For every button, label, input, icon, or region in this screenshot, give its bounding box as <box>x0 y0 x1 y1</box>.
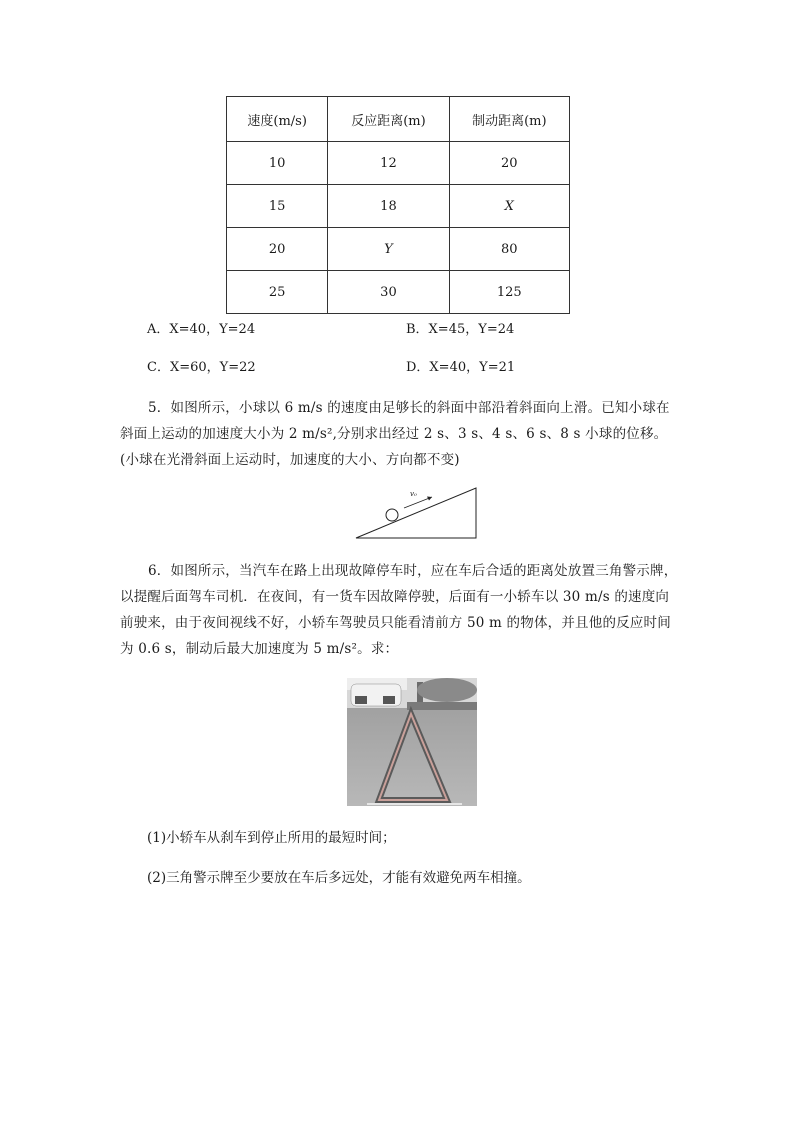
table-header-row <box>227 97 570 142</box>
table-row <box>227 228 570 271</box>
table-row <box>227 185 570 228</box>
table-header: 反应距离(m) <box>328 97 449 142</box>
velocity-label: v₀ <box>410 490 417 498</box>
table-cell: 25 <box>227 271 328 314</box>
table-cell: 20 <box>227 228 328 271</box>
option-d[interactable]: D．X=40，Y=21 <box>406 360 516 375</box>
table-cell: X <box>449 185 569 228</box>
incline-figure <box>354 486 480 542</box>
photo-image <box>347 678 477 806</box>
table-cell: 80 <box>449 228 569 271</box>
option-c[interactable]: C．X=60，Y=22 <box>147 360 256 375</box>
option-a[interactable]: A．X=40，Y=24 <box>147 322 256 337</box>
table-cell: 15 <box>227 185 328 228</box>
table-cell: 18 <box>328 185 449 228</box>
table-row <box>227 142 570 185</box>
table-row <box>227 271 570 314</box>
table-cell: 30 <box>328 271 449 314</box>
table-header: 制动距离(m) <box>449 97 569 142</box>
warning-triangle-photo <box>347 678 477 806</box>
question-6-text: 6．如图所示，当汽车在路上出现故障停车时，应在车后合适的距离处放置三角警示牌，以提醒后面驾车司机．在夜间，有一货车因故障停驶，后面有一小轿车以 30 m/s 的速度向前驶来，由于夜间视线不好，小轿车驾驶员只能看清前方 50 m 的物体，并且他的反应时间为 0.6 s，制动后最大加速度为 5 m/s²。求： <box>120 563 678 657</box>
question-5-text: 5．如图所示，小球以 6 m/s 的速度由足够长的斜面中部沿着斜面向上滑。已知小球在斜面上运动的加速度大小为 2 m/s²,分别求出经过 2 s、3 s、4 s、6 s、8 s 小球的位移。(小球在光滑斜面上运动时，加速度的大小、方向都不变) <box>120 400 670 468</box>
velocity-arrow <box>404 497 432 508</box>
table-cell: 10 <box>227 142 328 185</box>
table-cell: 12 <box>328 142 449 185</box>
option-b[interactable]: B．X=45，Y=24 <box>406 322 515 337</box>
ball <box>386 509 398 521</box>
table-cell: 20 <box>449 142 569 185</box>
table-cell: 125 <box>449 271 569 314</box>
table-header: 速度(m/s) <box>227 97 328 142</box>
question-6-sub-2: (2)三角警示牌至少要放在车后多远处，才能有效避免两车相撞。 <box>147 870 531 886</box>
table-cell: Y <box>328 228 449 271</box>
question-6-sub-1: (1)小轿车从刹车到停止所用的最短时间； <box>147 830 396 846</box>
speed-distance-table <box>226 96 570 314</box>
